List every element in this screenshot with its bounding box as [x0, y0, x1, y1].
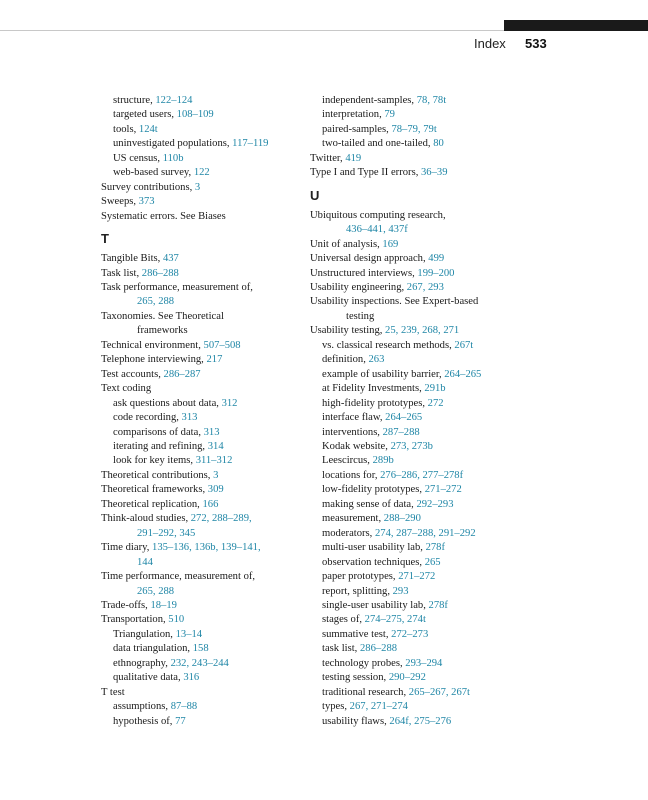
page-reference-link[interactable]: 312	[221, 397, 238, 409]
page-reference-link[interactable]: 293–294	[405, 657, 443, 669]
entry-label: US census,	[113, 152, 163, 164]
index-entry	[101, 570, 307, 584]
entry-label: comparisons of data,	[113, 426, 204, 438]
entry-label: Telephone interviewing,	[101, 354, 207, 366]
entry-label: observation techniques,	[322, 556, 425, 568]
index-entry	[101, 310, 307, 324]
entry-label: assumptions,	[113, 701, 171, 713]
entry-label: web-based survey,	[113, 167, 194, 179]
entry-label: types,	[322, 701, 350, 713]
index-entry	[310, 324, 516, 338]
entry-label: Task performance, measurement of,	[101, 281, 253, 293]
page-reference-link[interactable]: 199–200	[417, 267, 455, 279]
entry-label: single-user usability lab,	[322, 599, 429, 611]
index-subentry	[101, 152, 307, 166]
index-entry	[101, 267, 307, 281]
entry-label: testing	[346, 310, 375, 322]
index-section-letter: T	[101, 231, 109, 247]
page-reference-link[interactable]: 314	[207, 440, 224, 452]
index-entry	[101, 512, 307, 526]
entry-label: Twitter,	[310, 152, 346, 164]
entry-label: Test accounts,	[101, 368, 164, 380]
entry-label: low-fidelity prototypes,	[322, 484, 425, 496]
index-entry-continuation	[310, 310, 516, 324]
page-reference-link[interactable]: 3	[194, 181, 201, 193]
page-number: 533	[525, 36, 547, 51]
index-subentry	[310, 642, 516, 656]
page-reference-link[interactable]: 264f, 275–276	[389, 715, 452, 727]
entry-label: Taxonomies. See Theoretical	[101, 310, 224, 322]
index-subentry	[310, 123, 516, 137]
entry-label: traditional research,	[322, 686, 409, 698]
entry-label: look for key items,	[113, 455, 196, 467]
page-reference-link[interactable]: 272	[427, 397, 444, 409]
entry-label: Leescircus,	[322, 455, 373, 467]
index-entry	[101, 541, 307, 555]
entry-label: at Fidelity Investments,	[322, 383, 425, 395]
index-entry	[101, 210, 307, 224]
page-reference-link[interactable]: 13–14	[175, 628, 203, 640]
index-entry	[101, 181, 307, 195]
index-entry-continuation	[101, 527, 307, 541]
entry-label: T test	[101, 686, 125, 698]
index-subentry	[101, 166, 307, 180]
entry-label: Transportation,	[101, 614, 169, 626]
page-reference-link[interactable]: 108–109	[176, 109, 214, 121]
index-subentry	[101, 108, 307, 122]
index-entry	[101, 252, 307, 266]
entry-label: stages of,	[322, 614, 365, 626]
index-subentry	[101, 657, 307, 671]
entry-label: testing session,	[322, 672, 389, 684]
index-subentry	[101, 715, 307, 729]
index-entry	[310, 252, 516, 266]
page-reference-link[interactable]: 87–88	[170, 701, 198, 713]
entry-label: task list,	[322, 643, 360, 655]
page-reference-link[interactable]: 313	[181, 412, 198, 424]
index-entry	[101, 686, 307, 700]
index-subentry	[101, 123, 307, 137]
index-entry	[101, 353, 307, 367]
entry-label: making sense of data,	[322, 498, 417, 510]
index-entry	[101, 281, 307, 295]
index-subentry	[101, 454, 307, 468]
index-subentry	[310, 353, 516, 367]
index-entry-continuation	[101, 295, 307, 309]
page-reference-link[interactable]: 3	[213, 469, 219, 481]
page-reference-link[interactable]: 272, 288–289,	[190, 513, 252, 525]
page-reference-link[interactable]: 265, 288	[137, 585, 175, 597]
entry-label: Technical environment,	[101, 339, 204, 351]
header-bar	[504, 20, 648, 31]
index-subentry	[310, 585, 516, 599]
index-subentry	[310, 715, 516, 729]
page-reference-link[interactable]: 135–136, 136b, 139–141,	[152, 542, 261, 554]
entry-label: Triangulation,	[113, 628, 176, 640]
page-reference-link[interactable]: 271–272	[398, 571, 436, 583]
entry-label: example of usability barrier,	[322, 368, 445, 380]
index-subentry	[310, 368, 516, 382]
entry-label: measurement,	[322, 513, 384, 525]
entry-label: usability flaws,	[322, 715, 390, 727]
index-subentry	[101, 411, 307, 425]
index-subentry	[310, 469, 516, 483]
entry-label: Sweeps,	[101, 196, 139, 208]
entry-label: definition,	[322, 354, 369, 366]
entry-label: Systematic errors. See Biases	[101, 210, 226, 222]
index-entry	[310, 209, 516, 223]
index-subentry	[101, 628, 307, 642]
entry-label: Unit of analysis,	[310, 238, 383, 250]
page-reference-link[interactable]: 122	[193, 167, 210, 179]
page-reference-link[interactable]: 499	[428, 253, 445, 265]
page-reference-link[interactable]: 293	[392, 585, 409, 597]
index-entry	[310, 281, 516, 295]
entry-label: Time performance, measurement of,	[101, 571, 256, 583]
entry-label: report, splitting,	[322, 585, 393, 597]
index-entry-continuation	[101, 324, 307, 338]
page-reference-link[interactable]: 25, 239, 268, 271	[385, 325, 460, 337]
index-subentry	[310, 613, 516, 627]
index-subentry	[310, 483, 516, 497]
page-reference-link[interactable]: 265, 288	[137, 296, 175, 308]
index-subentry	[310, 94, 516, 108]
page-reference-link[interactable]: 288–290	[383, 513, 421, 525]
index-subentry	[101, 137, 307, 151]
index-subentry	[310, 440, 516, 454]
entry-label: Usability engineering,	[310, 281, 407, 293]
index-entry	[310, 267, 516, 281]
index-subentry	[310, 382, 516, 396]
entry-label: structure,	[113, 95, 156, 106]
page-reference-link[interactable]: 124t	[138, 123, 158, 135]
page-reference-link[interactable]: 36–39	[421, 167, 448, 179]
entry-label: ask questions about data,	[113, 397, 222, 409]
entry-label: code recording,	[113, 412, 182, 424]
page-reference-link[interactable]: 373	[138, 196, 155, 208]
entry-label: high-fidelity prototypes,	[322, 397, 428, 409]
page-reference-link[interactable]: 278f	[425, 542, 445, 554]
index-subentry	[310, 411, 516, 425]
page-reference-link[interactable]: 18–19	[150, 599, 177, 611]
page-reference-link[interactable]: 272–273	[391, 628, 429, 640]
page-reference-link[interactable]: 110b	[162, 152, 184, 164]
index-column-left	[101, 94, 307, 729]
entry-label: independent-samples,	[322, 95, 417, 106]
entry-label: Type I and Type II errors,	[310, 167, 421, 179]
page-reference-link[interactable]: 313	[203, 426, 220, 438]
entry-label: iterating and refining,	[113, 440, 208, 452]
index-entry	[310, 152, 516, 166]
page-reference-link[interactable]: 276–286, 277–278f	[380, 469, 464, 481]
index-subentry	[101, 642, 307, 656]
page-reference-link[interactable]: 144	[137, 556, 153, 568]
index-entry	[101, 195, 307, 209]
entry-label: multi-user usability lab,	[322, 542, 426, 554]
page-reference-link[interactable]: 267t	[454, 339, 474, 351]
page-reference-link[interactable]: 510	[168, 614, 185, 626]
entry-label: Task list,	[101, 267, 142, 279]
index-subentry	[310, 512, 516, 526]
page-reference-link[interactable]: 267, 293	[406, 281, 444, 293]
page-reference-link[interactable]: 122–124	[155, 95, 193, 106]
page-reference-link[interactable]: 273, 273b	[390, 440, 433, 452]
page-reference-link[interactable]: 232, 243–244	[170, 657, 229, 669]
entry-label: interface flaw,	[322, 412, 386, 424]
page-reference-link[interactable]: 436–441, 437f	[346, 224, 408, 236]
page-reference-link[interactable]: 169	[382, 238, 399, 250]
entry-label: two-tailed and one-tailed,	[322, 138, 434, 150]
entry-label: vs. classical research methods,	[322, 339, 455, 351]
page-reference-link[interactable]: 264–265	[444, 368, 482, 380]
entry-label: Theoretical contributions,	[101, 469, 214, 481]
entry-label: Theoretical frameworks,	[101, 484, 208, 496]
index-entry	[101, 483, 307, 497]
index-subentry	[310, 628, 516, 642]
entry-label: paired-samples,	[322, 123, 392, 135]
index-subentry	[310, 527, 516, 541]
running-header-label: Index	[474, 36, 506, 51]
index-subentry	[310, 671, 516, 685]
page-reference-link[interactable]: 117–119	[232, 138, 269, 150]
page-reference-link[interactable]: 290–292	[388, 672, 426, 684]
entry-label: moderators,	[322, 527, 375, 539]
entry-label: interventions,	[322, 426, 383, 438]
entry-label: Think-aloud studies,	[101, 513, 191, 525]
page-reference-link[interactable]: 289b	[372, 455, 394, 467]
page-reference-link[interactable]: 274, 287–288, 291–292	[374, 527, 476, 539]
page-reference-link[interactable]: 274–275, 274t	[364, 614, 426, 626]
page-reference-link[interactable]: 292–293	[416, 498, 454, 510]
page-reference-link[interactable]: 166	[202, 498, 219, 510]
entry-label: Usability inspections. See Expert-based	[310, 296, 479, 308]
index-subentry	[310, 599, 516, 613]
entry-label: Theoretical replication,	[101, 498, 203, 510]
entry-label: Text coding	[101, 383, 152, 395]
entry-label: locations for,	[322, 469, 381, 481]
index-subentry	[310, 397, 516, 411]
page-reference-link[interactable]: 217	[206, 354, 223, 366]
page-reference-link[interactable]: 286–288	[359, 643, 398, 655]
entry-label: Trade-offs,	[101, 599, 151, 611]
index-subentry	[310, 570, 516, 584]
index-subentry	[310, 426, 516, 440]
page-reference-link[interactable]: 278f	[428, 599, 448, 611]
page-reference-link[interactable]: 291b	[424, 383, 446, 395]
index-subentry	[310, 541, 516, 555]
index-entry	[310, 238, 516, 252]
entry-label: targeted users,	[113, 109, 177, 121]
index-subentry	[101, 94, 307, 108]
index-subentry	[310, 454, 516, 468]
entry-label: Kodak website,	[322, 440, 391, 452]
page-reference-link[interactable]: 265	[424, 556, 441, 568]
index-subentry	[310, 339, 516, 353]
index-subentry	[101, 440, 307, 454]
index-entry	[101, 382, 307, 396]
index-subentry	[310, 137, 516, 151]
page-reference-link[interactable]: 286–288	[141, 267, 179, 279]
index-entry	[310, 295, 516, 309]
index-subentry	[310, 700, 516, 714]
index-entry-continuation	[101, 585, 307, 599]
index-subentry	[310, 108, 516, 122]
index-entry-continuation	[310, 223, 516, 237]
entry-label: interpretation,	[322, 109, 385, 121]
page-reference-link[interactable]: 286–287	[163, 368, 201, 380]
entry-label: Survey contributions,	[101, 181, 195, 193]
index-subentry	[310, 556, 516, 570]
entry-label: technology probes,	[322, 657, 406, 669]
index-entry	[101, 613, 307, 627]
page-reference-link[interactable]: 263	[368, 354, 385, 366]
entry-label: Unstructured interviews,	[310, 267, 418, 279]
index-subentry	[101, 671, 307, 685]
entry-label: Universal design approach,	[310, 253, 429, 265]
index-entry	[101, 599, 307, 613]
page-reference-link[interactable]: 291–292, 345	[137, 527, 196, 539]
index-entry	[101, 339, 307, 353]
entry-label: tools,	[113, 123, 139, 135]
index-column-right	[310, 94, 516, 729]
page-reference-link[interactable]: 287–288	[382, 426, 420, 438]
entry-label: Tangible Bits,	[101, 253, 163, 265]
entry-label: qualitative data,	[113, 672, 184, 684]
index-subentry	[310, 657, 516, 671]
page-reference-link[interactable]: 158	[192, 643, 209, 655]
page-reference-link[interactable]: 437	[162, 253, 179, 265]
page-reference-link[interactable]: 265–267, 267t	[408, 686, 470, 698]
page-reference-link[interactable]: 267, 271–274	[349, 701, 408, 713]
page-reference-link[interactable]: 507–508	[203, 339, 241, 351]
page-reference-link[interactable]: 78–79, 79t	[391, 123, 437, 135]
index-entry	[310, 166, 516, 180]
index-subentry	[101, 397, 307, 411]
index-entry	[101, 368, 307, 382]
entry-label: Ubiquitous computing research,	[310, 209, 446, 221]
page-reference-link[interactable]: 311–312	[195, 455, 233, 467]
page-reference-link[interactable]: 78, 78t	[416, 95, 447, 106]
index-entry	[101, 498, 307, 512]
page-reference-link[interactable]: 316	[183, 672, 200, 684]
page-reference-link[interactable]: 419	[345, 152, 362, 164]
page-reference-link[interactable]: 80	[433, 138, 444, 150]
index-subentry	[310, 686, 516, 700]
entry-label: Time diary,	[101, 542, 153, 554]
entry-label: Usability testing,	[310, 325, 386, 337]
entry-label: summative test,	[322, 628, 392, 640]
index-subentry	[101, 700, 307, 714]
index-subentry	[101, 426, 307, 440]
index-section-letter: U	[310, 187, 320, 203]
page-reference-link[interactable]: 77	[175, 715, 186, 727]
page-reference-link[interactable]: 271–272	[424, 484, 462, 496]
index-entry	[101, 469, 307, 483]
page-reference-link[interactable]: 309	[207, 484, 224, 496]
page-reference-link[interactable]: 264–265	[385, 412, 423, 424]
index-entry-continuation	[101, 556, 307, 570]
page-reference-link[interactable]: 79	[384, 109, 395, 121]
entry-label: ethnography,	[113, 657, 171, 669]
entry-label: paper prototypes,	[322, 571, 399, 583]
entry-label: hypothesis of,	[113, 715, 176, 727]
entry-label: uninvestigated populations,	[113, 138, 233, 150]
entry-label: data triangulation,	[113, 643, 193, 655]
index-subentry	[310, 498, 516, 512]
entry-label: frameworks	[137, 325, 188, 337]
